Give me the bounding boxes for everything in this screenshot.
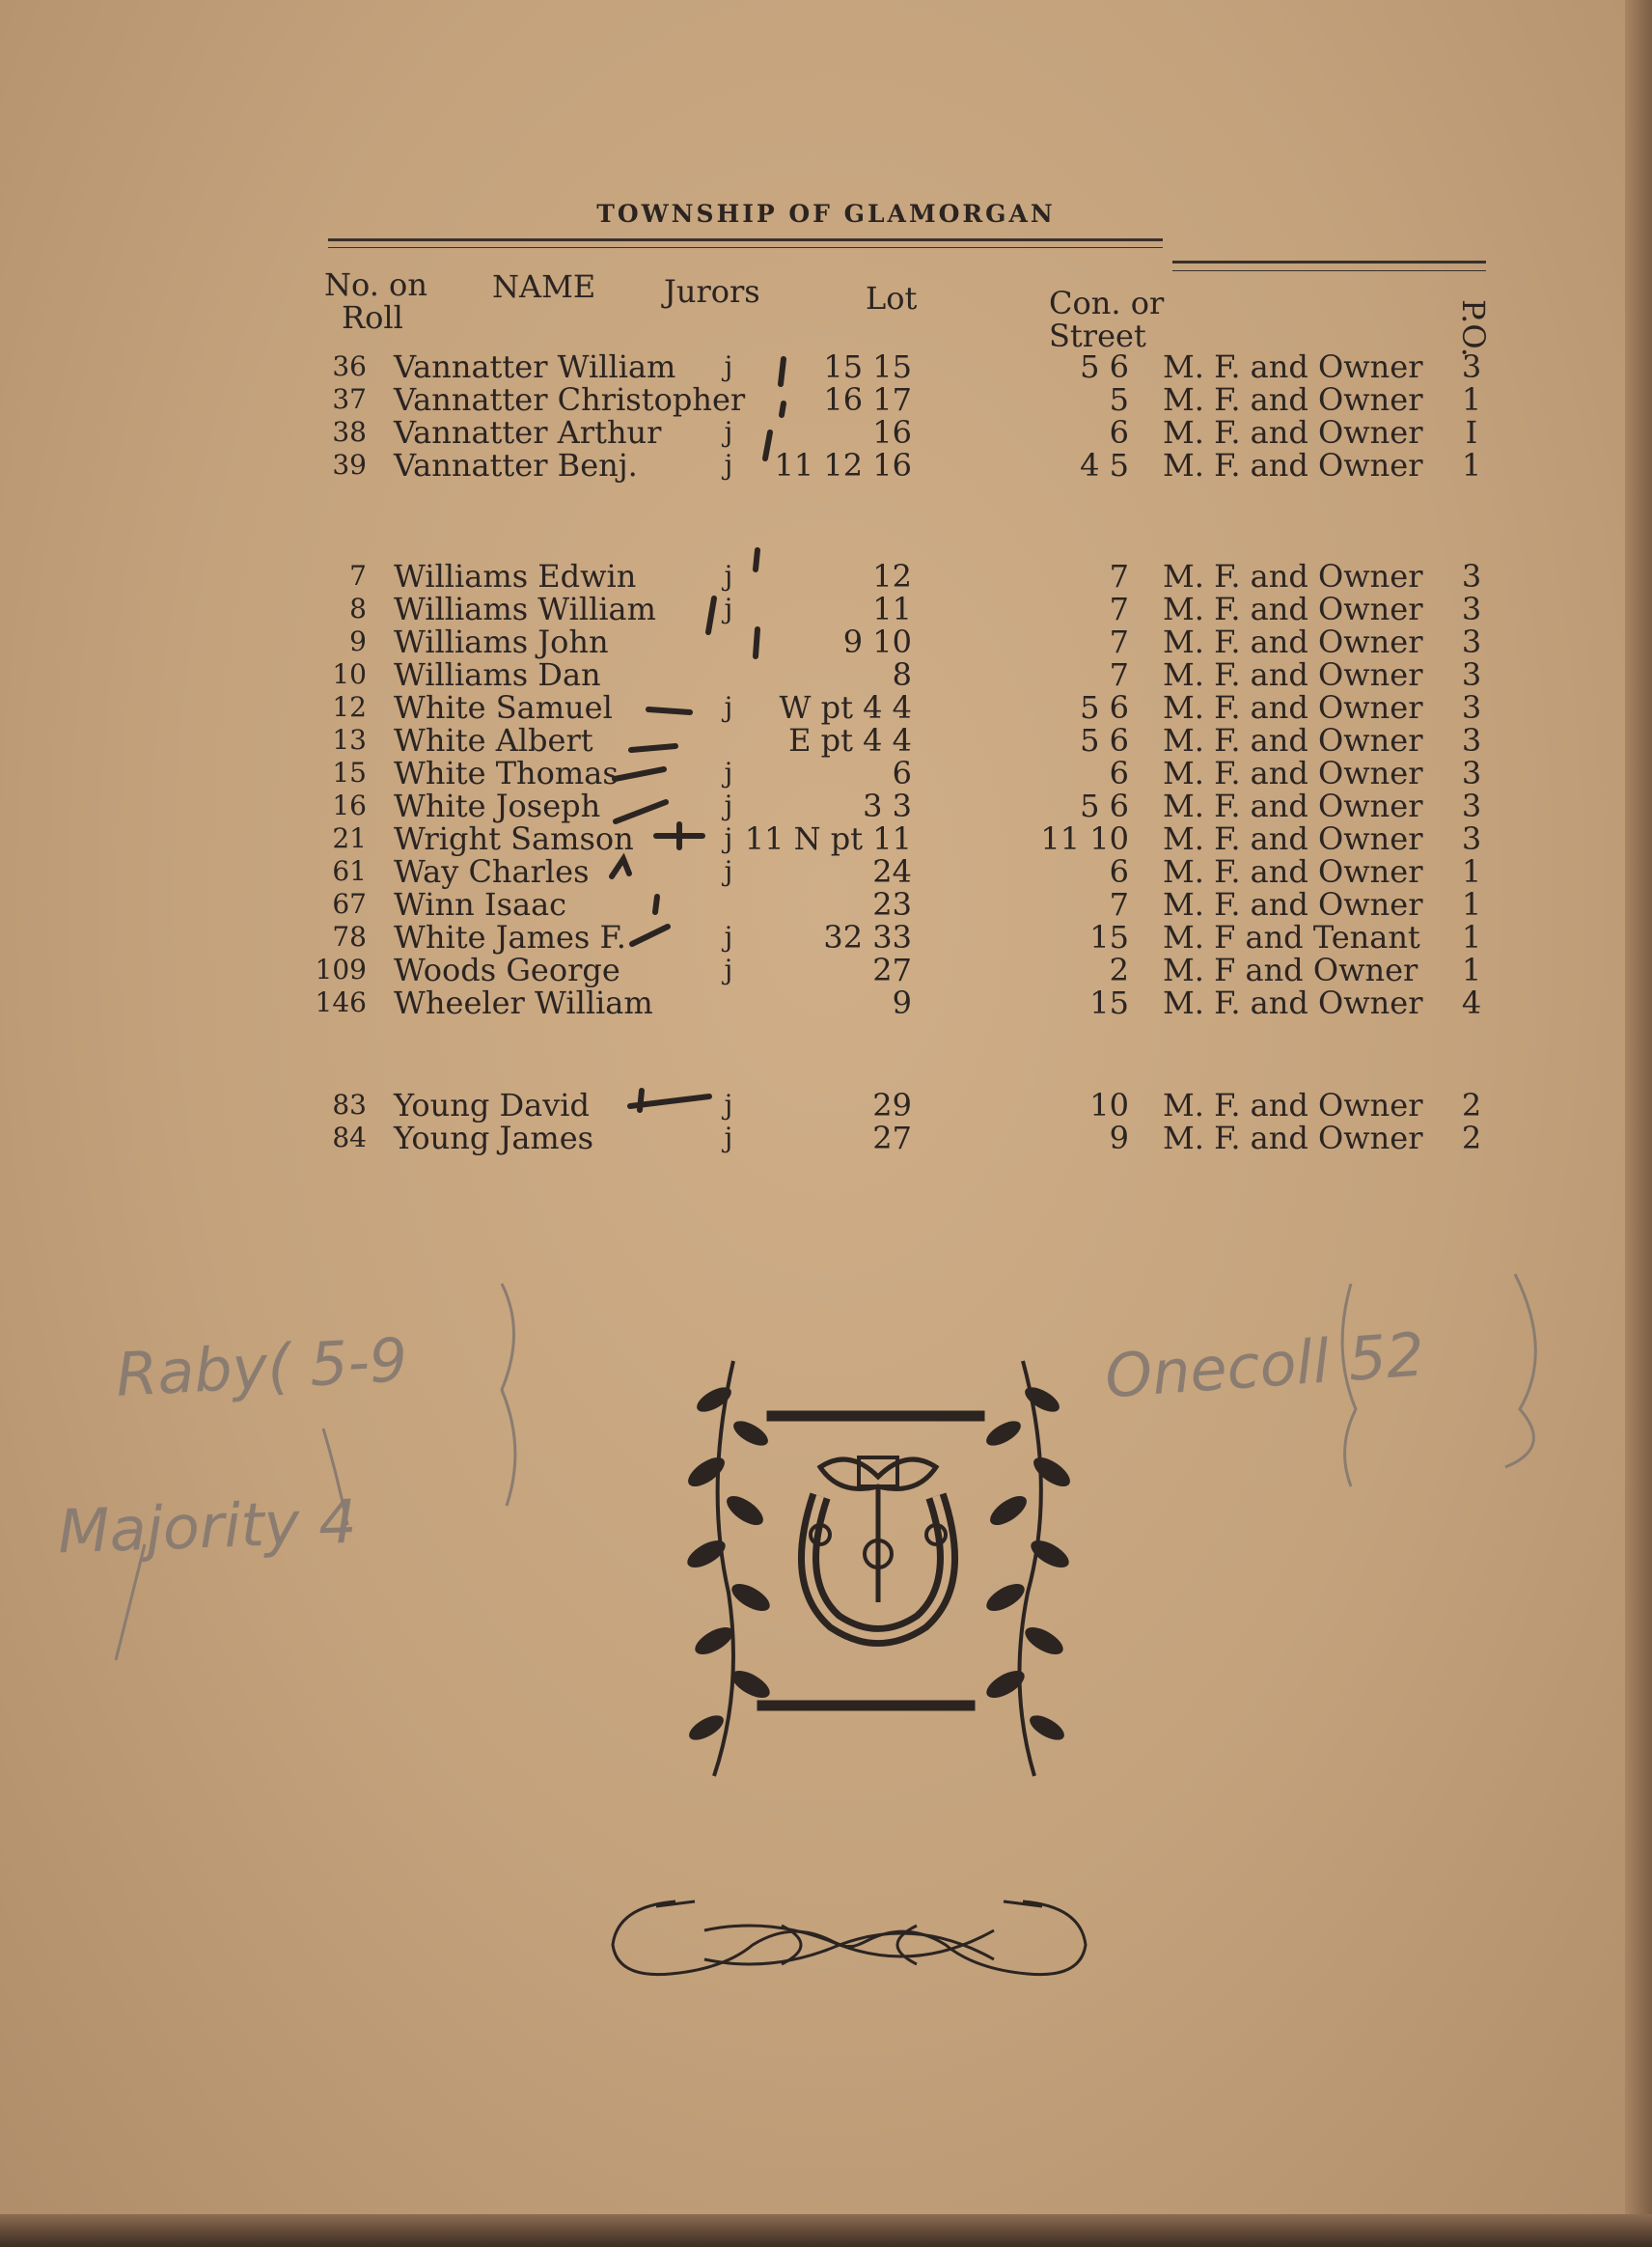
roll-number: 67 [332, 888, 367, 920]
person-name: Vannatter William [394, 348, 676, 385]
header-rule-right-thin [1172, 270, 1486, 271]
concession: 2 [1109, 952, 1129, 988]
juror-mark: j [724, 350, 733, 382]
lot-number: 11 12 16 [774, 447, 912, 484]
concession: 9 [1109, 1120, 1129, 1156]
juror-mark: j [724, 855, 733, 887]
person-name: Winn Isaac [394, 886, 567, 923]
post-office: 1 [1461, 919, 1482, 956]
table-row [0, 593, 1652, 625]
concession: 15 [1089, 919, 1129, 956]
roll-number: 15 [332, 757, 367, 789]
classification: M. F. and Owner [1163, 722, 1423, 759]
lot-number: 16 [872, 414, 912, 451]
handwritten-note-left-top: Raby( 5-9 [114, 1324, 409, 1410]
table-row [0, 757, 1652, 790]
table-row [0, 560, 1652, 593]
person-name: White Samuel [394, 689, 613, 726]
ornament-top-bar [767, 1411, 984, 1421]
roll-number: 109 [315, 954, 367, 985]
header-no-on-roll-line2: Roll [342, 299, 403, 336]
page-bottom-edge [0, 2214, 1652, 2247]
lot-number: 12 [872, 558, 912, 595]
roll-number: 9 [349, 625, 367, 657]
post-office: 1 [1461, 853, 1482, 890]
person-name: Young James [394, 1120, 594, 1156]
handwritten-note-right-top: Onecoll 52 [1102, 1318, 1427, 1412]
lot-number: 32 33 [823, 919, 912, 956]
lot-number: 29 [872, 1087, 912, 1124]
table-row [0, 383, 1652, 416]
roll-number: 16 [332, 790, 367, 821]
concession: 6 [1109, 755, 1129, 791]
lot-number: 9 10 [842, 624, 912, 660]
juror-mark: j [724, 560, 733, 592]
juror-mark: j [724, 691, 733, 723]
roll-number: 83 [332, 1089, 367, 1121]
person-name: Wheeler William [394, 985, 653, 1021]
person-name: White Joseph [394, 788, 601, 824]
header-po [1452, 290, 1492, 357]
person-name: Williams Dan [394, 656, 601, 693]
classification: M. F. and Owner [1163, 414, 1423, 451]
concession: 11 10 [1040, 820, 1129, 857]
juror-mark: j [724, 757, 733, 789]
header-con-or-street [1049, 287, 1164, 352]
person-name: White Albert [394, 722, 593, 759]
roll-number: 7 [349, 560, 367, 592]
lot-number: 27 [872, 1120, 912, 1156]
header-no-on-roll [324, 268, 427, 334]
post-office: 3 [1461, 558, 1482, 595]
person-name: Vannatter Benj. [394, 447, 638, 484]
table-row [0, 855, 1652, 888]
concession: 5 [1109, 381, 1129, 418]
concession: 7 [1109, 624, 1129, 660]
classification: M. F. and Owner [1163, 591, 1423, 627]
post-office: 3 [1461, 656, 1482, 693]
concession: 5 6 [1080, 722, 1129, 759]
post-office: 1 [1461, 886, 1482, 923]
lot-number: W pt 4 4 [779, 689, 912, 726]
post-office: 3 [1461, 722, 1482, 759]
table-row [0, 921, 1652, 954]
page-title: TOWNSHIP OF GLAMORGAN [596, 200, 1056, 228]
concession: 7 [1109, 558, 1129, 595]
concession: 5 6 [1080, 689, 1129, 726]
classification: M. F. and Owner [1163, 689, 1423, 726]
table-row [0, 658, 1652, 691]
table-row [0, 416, 1652, 449]
concession: 15 [1089, 985, 1129, 1021]
post-office: 3 [1461, 591, 1482, 627]
table-row [0, 1122, 1652, 1154]
roll-number: 12 [332, 691, 367, 723]
juror-mark: j [724, 822, 733, 854]
classification: M. F. and Owner [1163, 853, 1423, 890]
right-vine-stem [1019, 1361, 1040, 1776]
post-office: 3 [1461, 624, 1482, 660]
classification: M. F. and Owner [1163, 624, 1423, 660]
person-name: White James F. [394, 919, 626, 956]
roll-number: 78 [332, 921, 367, 953]
horseshoe-ornament [675, 1342, 1081, 1786]
classification: M. F. and Owner [1163, 656, 1423, 693]
roll-number: 21 [332, 822, 367, 854]
header-rule-right [1172, 261, 1486, 264]
post-office: 3 [1461, 348, 1482, 385]
ornament-bottom-bar [757, 1701, 975, 1710]
concession: 7 [1109, 886, 1129, 923]
post-office: 3 [1461, 755, 1482, 791]
lot-number: 15 15 [823, 348, 912, 385]
header-rule-left [328, 238, 1163, 241]
person-name: White Thomas [394, 755, 619, 791]
classification: M. F. and Owner [1163, 348, 1423, 385]
classification: M. F. and Owner [1163, 1087, 1423, 1124]
roll-number: 8 [349, 593, 367, 624]
juror-mark: j [724, 1122, 733, 1153]
lot-number: E pt 4 4 [788, 722, 912, 759]
roll-number: 36 [332, 350, 367, 382]
concession: 4 5 [1080, 447, 1129, 484]
lot-number: 27 [872, 952, 912, 988]
concession: 10 [1089, 1087, 1129, 1124]
table-row [0, 954, 1652, 986]
concession: 6 [1109, 414, 1129, 451]
decorative-flourish [598, 1887, 1100, 2003]
juror-mark: j [724, 954, 733, 985]
post-office: 2 [1461, 1087, 1482, 1124]
header-jurors: Jurors [664, 273, 760, 310]
classification: M. F. and Owner [1163, 381, 1423, 418]
concession: 5 6 [1080, 788, 1129, 824]
post-office: 1 [1461, 381, 1482, 418]
roll-number: 38 [332, 416, 367, 448]
roll-number: 13 [332, 724, 367, 756]
person-name: Woods George [394, 952, 620, 988]
juror-mark: j [724, 416, 733, 448]
lot-number: 3 3 [863, 788, 912, 824]
post-office: 3 [1461, 788, 1482, 824]
classification: M. F. and Owner [1163, 985, 1423, 1021]
classification: M. F. and Owner [1163, 1120, 1423, 1156]
roll-number: 39 [332, 449, 367, 481]
lot-number: 8 [892, 656, 912, 693]
person-name: Vannatter Arthur [394, 414, 662, 451]
classification: M. F. and Owner [1163, 447, 1423, 484]
post-office: 3 [1461, 689, 1482, 726]
classification: M. F. and Owner [1163, 788, 1423, 824]
post-office: 3 [1461, 820, 1482, 857]
table-row [0, 986, 1652, 1019]
classification: M. F. and Owner [1163, 820, 1423, 857]
post-office: 4 [1461, 985, 1482, 1021]
lot-number: 23 [872, 886, 912, 923]
classification: M. F. and Owner [1163, 558, 1423, 595]
horseshoe-icon [809, 1457, 948, 1636]
table-row [0, 350, 1652, 383]
juror-mark: j [724, 790, 733, 821]
roll-number: 84 [332, 1122, 367, 1153]
table-row [0, 790, 1652, 822]
header-name: NAME [492, 268, 596, 305]
header-po-text: P.O. [1455, 299, 1492, 357]
roll-number: 10 [332, 658, 367, 690]
table-row [0, 822, 1652, 855]
table-row [0, 888, 1652, 921]
classification: M. F. and Owner [1163, 755, 1423, 791]
table-row [0, 625, 1652, 658]
lot-number: 6 [892, 755, 912, 791]
classification: M. F and Owner [1163, 952, 1418, 988]
header-lot: Lot [866, 280, 918, 317]
classification: M. F. and Owner [1163, 886, 1423, 923]
header-rule-left-thin [328, 247, 1163, 248]
table-row [0, 691, 1652, 724]
juror-mark: j [724, 449, 733, 481]
person-name: Wright Samson [394, 820, 634, 857]
juror-mark: j [724, 1089, 733, 1121]
concession: 5 6 [1080, 348, 1129, 385]
roll-number: 37 [332, 383, 367, 415]
person-name: Williams William [394, 591, 656, 627]
left-vine-stem [714, 1361, 733, 1776]
post-office: 2 [1461, 1120, 1482, 1156]
header-con-or-street-line2: Street [1049, 318, 1146, 354]
post-office: 1 [1461, 447, 1482, 484]
roll-number: 61 [332, 855, 367, 887]
handwritten-note-left-bottom: Majority 4 [56, 1485, 358, 1567]
lot-number: 9 [892, 985, 912, 1021]
table-row [0, 1089, 1652, 1122]
lot-number: 16 17 [823, 381, 912, 418]
person-name: Vannatter Christopher [394, 381, 746, 418]
table-row [0, 724, 1652, 757]
post-office: I [1465, 414, 1478, 451]
lot-number: 11 [872, 591, 912, 627]
person-name: Way Charles [394, 853, 590, 890]
person-name: Williams John [394, 624, 609, 660]
concession: 7 [1109, 656, 1129, 693]
header-con-or-street-line1: Con. or [1049, 285, 1165, 321]
header-no-on-roll-line1: No. on [324, 266, 427, 303]
concession: 7 [1109, 591, 1129, 627]
juror-mark: j [724, 593, 733, 624]
person-name: Williams Edwin [394, 558, 637, 595]
concession: 6 [1109, 853, 1129, 890]
classification: M. F and Tenant [1163, 919, 1420, 956]
person-name: Young David [394, 1087, 591, 1124]
roll-number: 146 [315, 986, 367, 1018]
lot-number: 11 N pt 11 [744, 820, 912, 857]
table-row [0, 449, 1652, 482]
juror-mark: j [724, 921, 733, 953]
lot-number: 24 [872, 853, 912, 890]
post-office: 1 [1461, 952, 1482, 988]
